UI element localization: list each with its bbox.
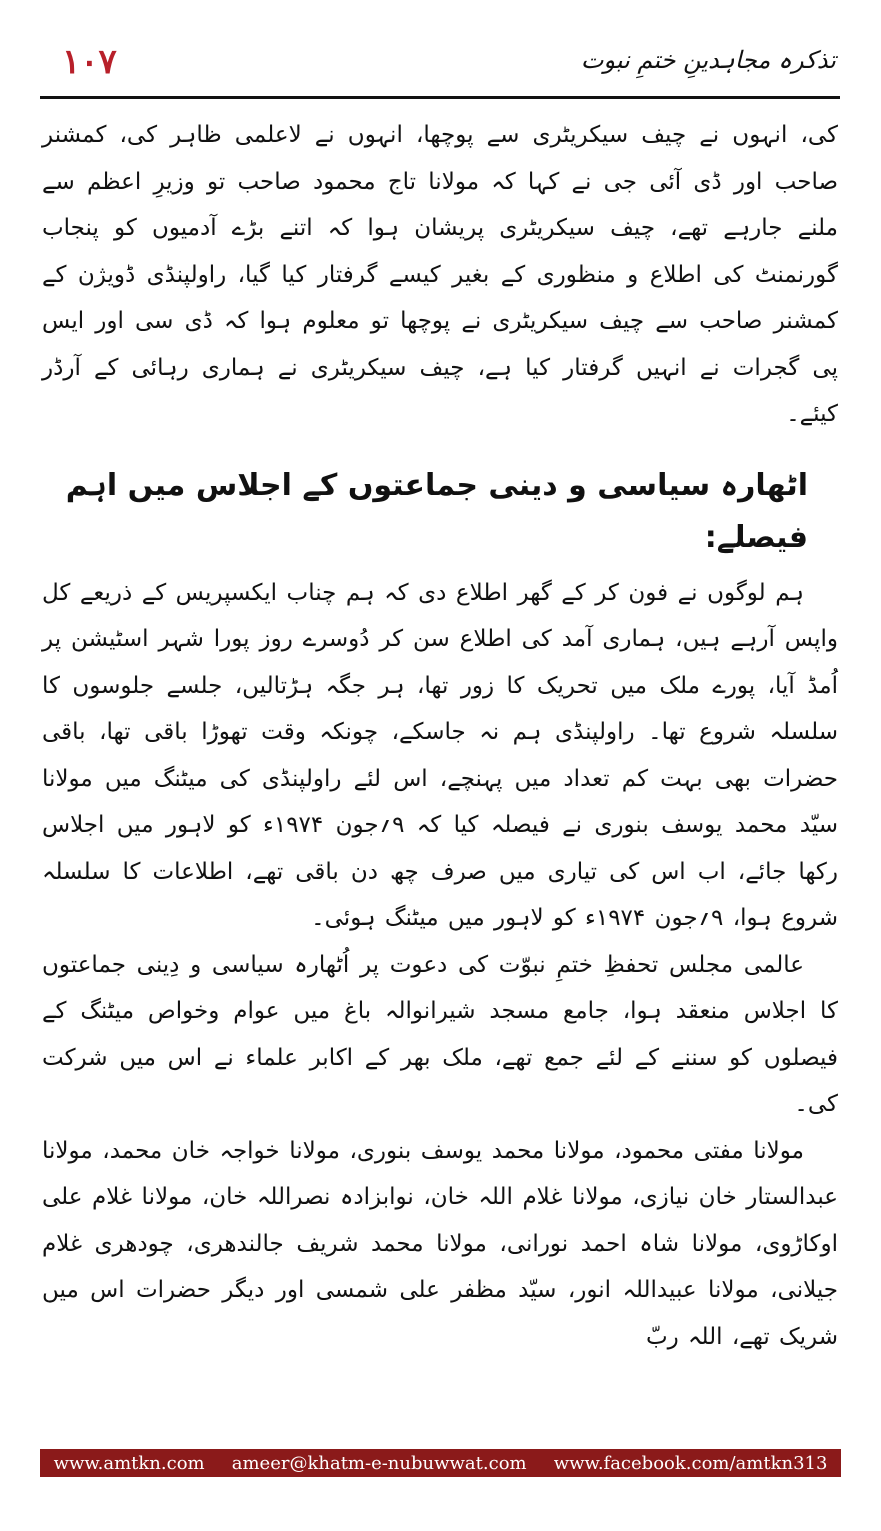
section-heading: اٹھارہ سیاسی و دینی جماعتوں کے اجلاس میں اہم فیصلے: bbox=[65, 467, 808, 555]
running-title: تذکرہ مجاہدینِ ختمِ نبوت bbox=[580, 46, 836, 74]
page-body bbox=[42, 112, 838, 1360]
website-link[interactable]: www.amtkn.com bbox=[53, 1452, 205, 1474]
paragraph: کی، انہوں نے چیف سیکریٹری سے پوچھا، انہوں نے لاعلمی ظاہر کی، کمشنر صاحب اور ڈی آئی جی نے کہا کہ مولانا تاج محمود صاحب تو وزیرِ اعظم سے ملنے جارہے تھے، چیف سیکریٹری پریشان ہوا کہ اتنے بڑے آدمیوں کو پنجاب گورنمنٹ کی اطلاع و منظوری کے بغیر کیسے گرفتار کیا گیا، راولپنڈی ڈویژن کے کمشنر صاحب سے چیف سیکریٹری نے پوچھا تو معلوم ہوا کہ ڈی سی اور ایس پی گجرات نے انہیں گرفتار کیا ہے، چیف سیکریٹری نے ہماری رہائی کے آرڈر کیئے۔ bbox=[42, 122, 838, 427]
facebook-link[interactable]: www.facebook.com/amtkn313 bbox=[553, 1452, 828, 1474]
footer-bar bbox=[40, 1449, 841, 1477]
paragraph: عالمی مجلس تحفظِ ختمِ نبوّت کی دعوت پر اُٹھارہ سیاسی و دِینی جماعتوں کا اجلاس منعقد ہوا، جامع مسجد شیرانوالہ باغ میں عوام وخواص میٹنگ کے فیصلوں کو سننے کے لئے جمع تھے، ملک بھر کے اکابر علماء نے اس میں شرکت کی۔ bbox=[42, 951, 838, 1117]
header-divider bbox=[40, 96, 840, 99]
paragraph: ہم لوگوں نے فون کر کے گھر اطلاع دی کہ ہم چناب ایکسپریس کے ذریعے کل واپس آرہے ہیں، ہماری آمد کی اطلاع سن کر دُوسرے روز پورا شہر اسٹیشن پر اُمڈ آیا، پورے ملک میں تحریک کا زور تھا، ہر جگہ ہڑتالیں، جلسے جلوسوں کا سلسلہ شروع تھا۔ راولپنڈی ہم نہ جاسکے، چونکہ وقت تھوڑا باقی تھا، باقی حضرات بھی بہت کم تعداد میں پہنچے، اس لئے راولپنڈی کی میٹنگ میں مولانا سیّد محمد یوسف بنوری نے فیصلہ کیا کہ ۹؍جون ۱۹۷۴ء کو لاہور میں اجلاس رکھا جائے، اب اس کی تیاری میں صرف چھ دن باقی تھے، اطلاعات کا سلسلہ شروع ہوا، ۹؍جون ۱۹۷۴ء کو لاہور میں میٹنگ ہوئی۔ bbox=[42, 579, 838, 931]
page-number: ١٠٧ bbox=[62, 42, 117, 82]
page-header bbox=[40, 40, 840, 92]
email-link[interactable]: ameer@khatm-e-nubuwwat.com bbox=[231, 1452, 527, 1474]
paragraph: مولانا مفتی محمود، مولانا محمد یوسف بنوری، مولانا خواجہ خان محمد، مولانا عبدالستار خان نیازی، مولانا غلام اللہ خان، نوابزادہ نصراللہ خان، مولانا غلام علی اوکاڑوی، مولانا شاہ احمد نورانی، مولانا محمد شریف جالندھری، چودھری غلام جیلانی، مولانا عبیداللہ انور، سیّد مظفر علی شمسی اور دیگر حضرات اس میں شریک تھے، اللہ ربّ bbox=[42, 1137, 838, 1350]
